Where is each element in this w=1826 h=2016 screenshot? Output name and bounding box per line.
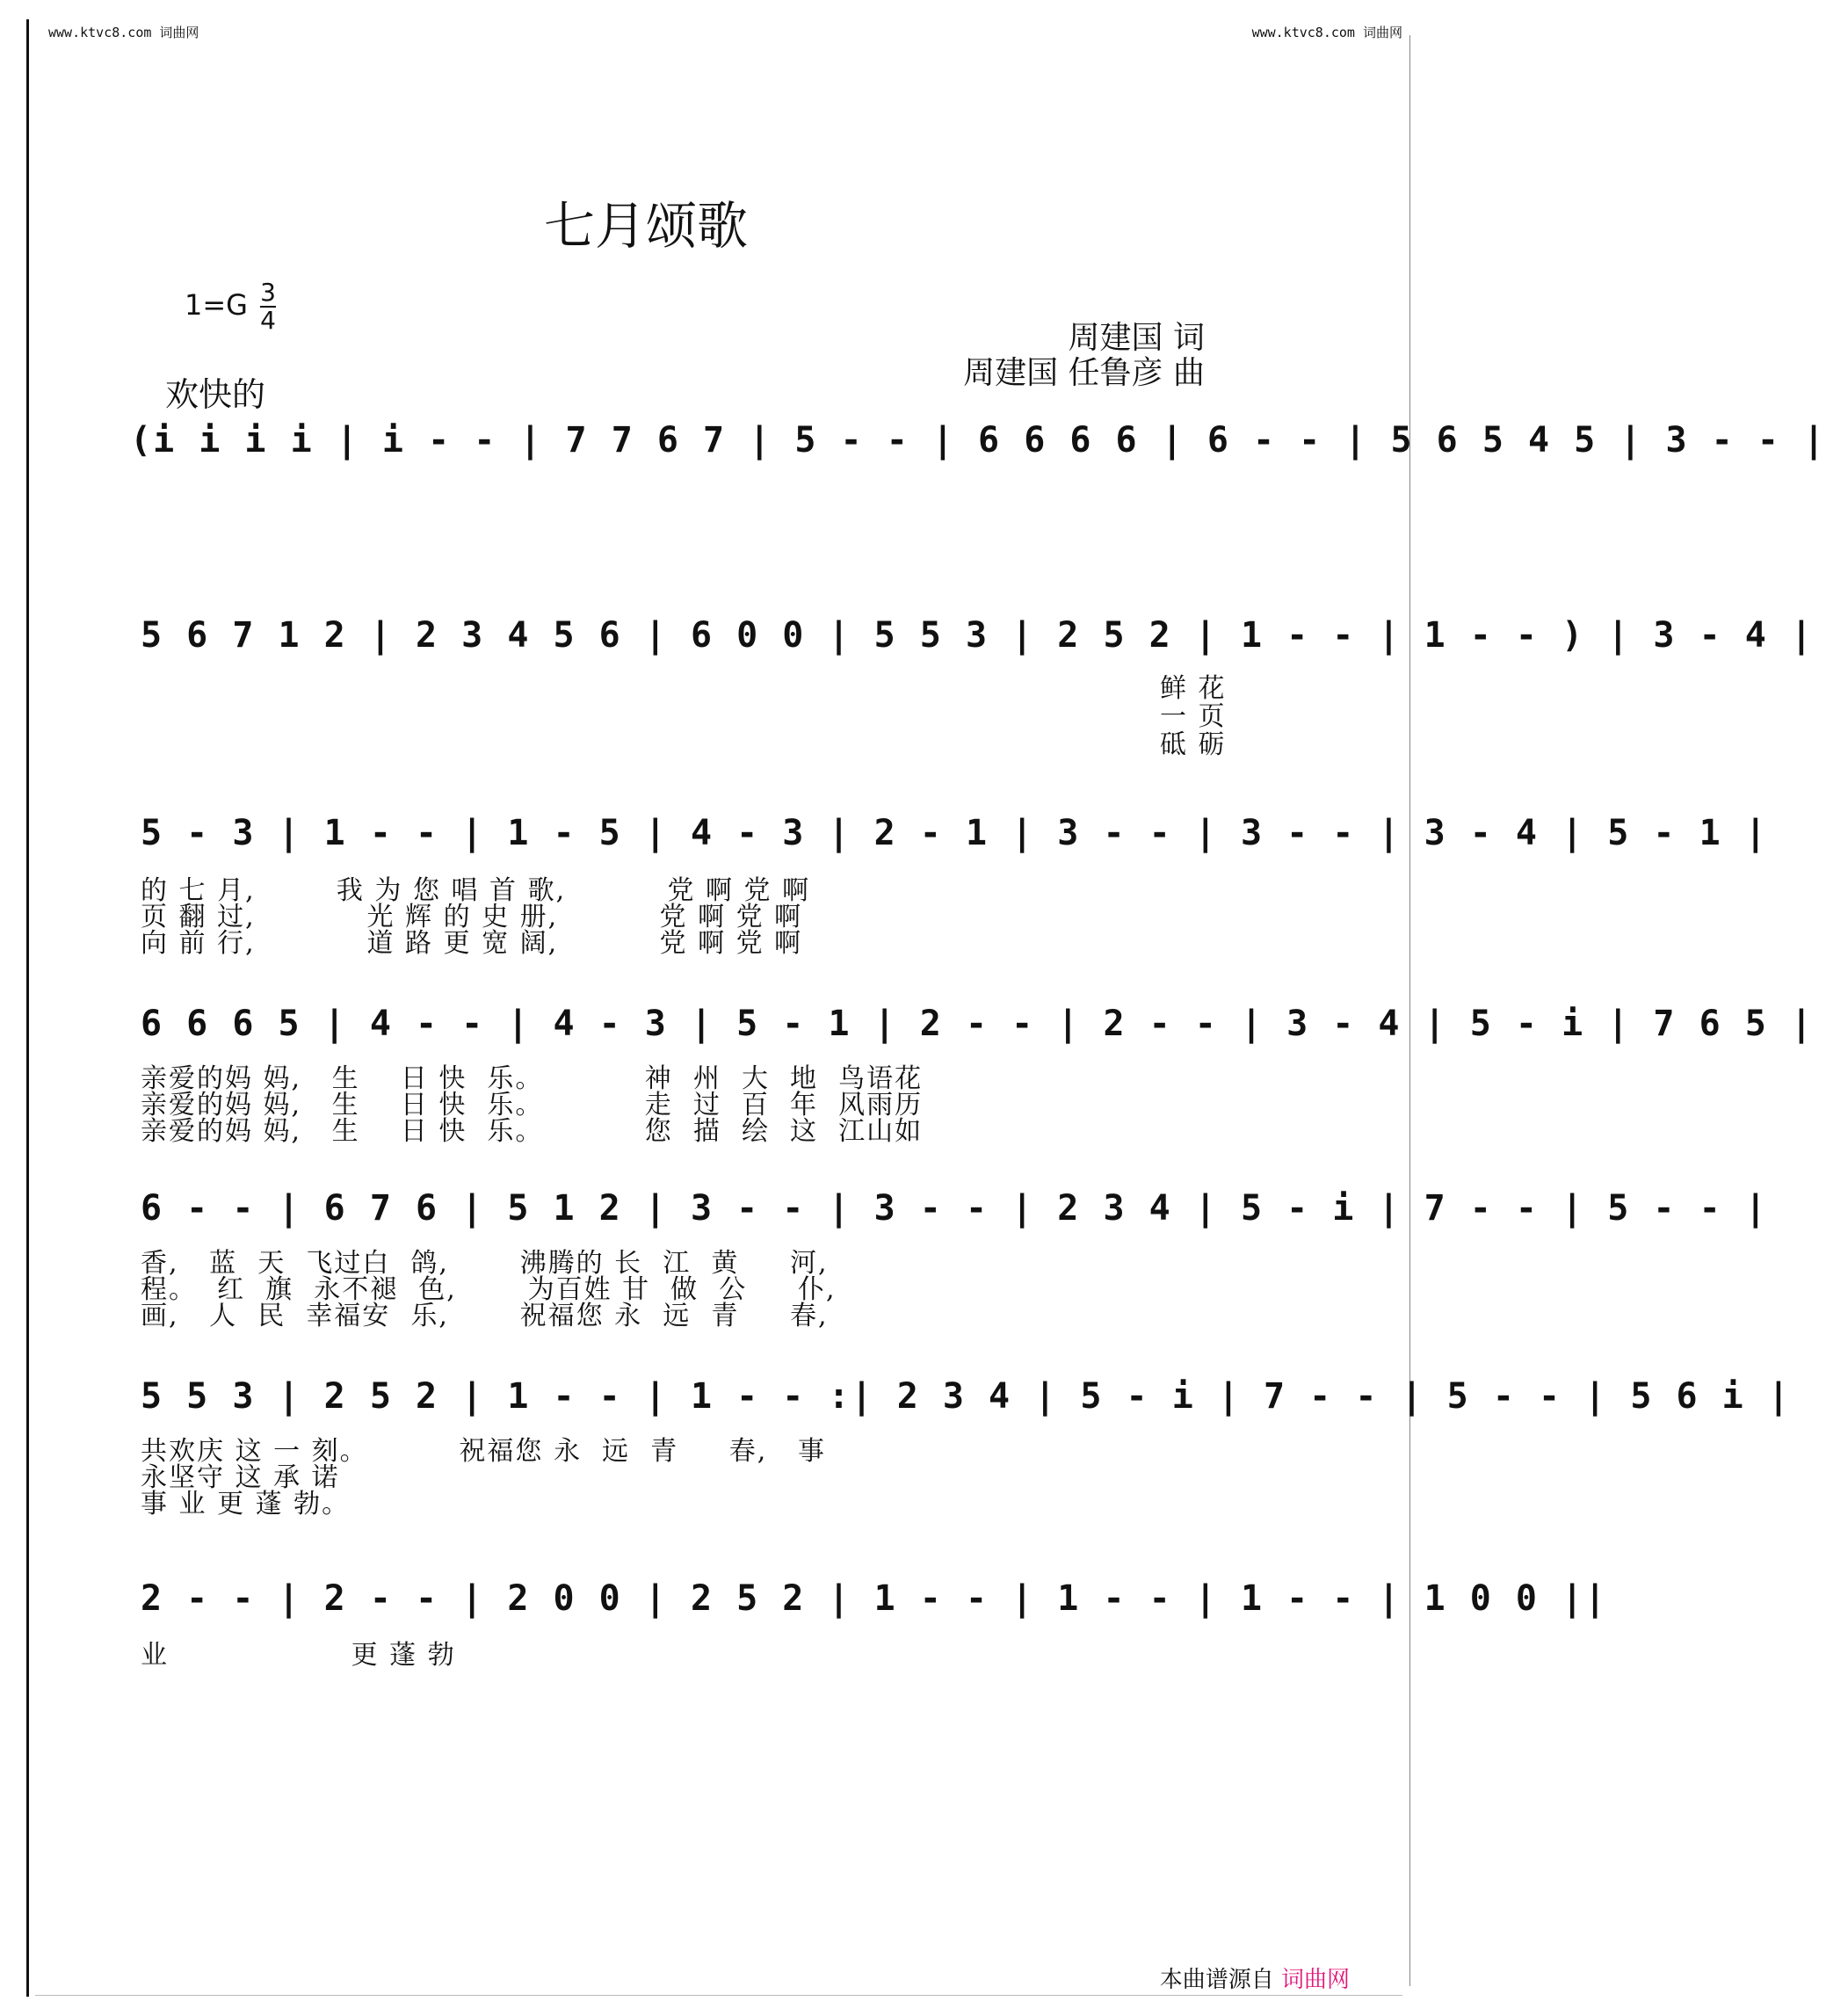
lyric-row-4-verse-2: 亲爱的妈 妈, 生 日 快 乐。 走 过 百 年 风雨历 bbox=[141, 1090, 924, 1120]
header-right-site[interactable]: www.ktvc8.com 词曲网 bbox=[1251, 25, 1402, 40]
song-title: 七月颂歌 bbox=[543, 196, 748, 256]
header-left-site[interactable]: www.ktvc8.com 词曲网 bbox=[48, 25, 199, 40]
left-watermark-strip bbox=[0, 0, 21, 2016]
footer-brand-link[interactable]: 词曲网 bbox=[1280, 1967, 1350, 1993]
lyric-row-4-verse-3: 亲爱的妈 妈, 生 日 快 乐。 您 描 绘 这 江山如 bbox=[141, 1116, 924, 1147]
lyricist-credit: 周建国 词 bbox=[1068, 320, 1205, 356]
lyric-row-2-verse-2: 一 页 bbox=[1160, 701, 1227, 732]
key-label: 1=G bbox=[185, 288, 248, 322]
notation-row-3: 5 - 3 | 1 - - | 1 - 5 | 4 - 3 | 2 - 1 | 3 - - | 3 - - | 3 - 4 | 5 - 1 | bbox=[141, 813, 1768, 853]
lyric-row-2-verse-1: 鲜 花 bbox=[1160, 673, 1227, 704]
notation-row-7: 2 - - | 2 - - | 2 0 0 | 2 5 2 | 1 - - | 1 - - | 1 - - | 1 0 0 || bbox=[141, 1578, 1608, 1619]
notation-row-6: 5 5 3 | 2 5 2 | 1 - - | 1 - - :| 2 3 4 | 5 - i | 7 - - | 5 - - | 5 6 i | bbox=[141, 1376, 1791, 1417]
lyric-row-3-verse-3: 向 前 行, 道 路 更 宽 阔, 党 啊 党 啊 bbox=[141, 928, 803, 959]
lyric-row-3-verse-1: 的 七 月, 我 为 您 唱 首 歌, 党 啊 党 啊 bbox=[141, 875, 811, 906]
notation-row-5: 6 - - | 6 7 6 | 5 1 2 | 3 - - | 3 - - | 2 3 4 | 5 - i | 7 - - | 5 - - | bbox=[141, 1188, 1768, 1229]
footer-source bbox=[1160, 1962, 1350, 1994]
time-top: 3 bbox=[260, 278, 276, 307]
composer-credit: 周建国 任鲁彦 曲 bbox=[963, 355, 1205, 391]
lyric-row-2-verse-3: 砥 砺 bbox=[1160, 729, 1227, 760]
lyric-row-7-verse-1: 业 更 蓬 勃 bbox=[141, 1640, 456, 1671]
tempo-marking: 欢快的 bbox=[165, 375, 266, 414]
footer-rule bbox=[35, 1995, 1402, 1996]
notation-row-2: 5 6 7 1 2 | 2 3 4 5 6 | 6 0 0 | 5 5 3 | 2 5 2 | 1 - - | 1 - - ) | 3 - 4 | bbox=[141, 615, 1814, 656]
lyric-row-5-verse-3: 画, 人 民 幸福安 乐, 祝福您 永 远 青 春, bbox=[141, 1301, 829, 1331]
footer-label: 本曲谱源自 bbox=[1159, 1967, 1274, 1993]
lyric-row-6-verse-2: 永坚守 这 承 诺 bbox=[141, 1462, 340, 1493]
lyric-row-4-verse-1: 亲爱的妈 妈, 生 日 快 乐。 神 州 大 地 鸟语花 bbox=[141, 1063, 924, 1094]
left-border-line bbox=[26, 19, 29, 1997]
time-bottom: 4 bbox=[260, 306, 276, 335]
notation-row-1: (i i i i | i - - | 7 7 6 7 | 5 - - | 6 6 6 6 | 6 - - | 5 6 5 4 5 | 3 - - | bbox=[130, 420, 1826, 460]
time-signature bbox=[260, 279, 276, 334]
key-signature bbox=[185, 279, 276, 334]
lyric-row-3-verse-2: 页 翻 过, 光 辉 的 史 册, 党 啊 党 啊 bbox=[141, 902, 803, 932]
lyric-row-6-verse-3: 事 业 更 蓬 勃。 bbox=[141, 1489, 351, 1519]
lyric-row-5-verse-2: 程。 红 旗 永不褪 色, 为百姓 甘 做 公 仆, bbox=[141, 1274, 837, 1305]
lyric-row-6-verse-1: 共欢庆 这 一 刻。 祝福您 永 远 青 春, 事 bbox=[141, 1436, 826, 1467]
lyric-row-5-verse-1: 香, 蓝 天 飞过白 鸽, 沸腾的 长 江 黄 河, bbox=[141, 1248, 829, 1279]
notation-row-4: 6 6 6 5 | 4 - - | 4 - 3 | 5 - 1 | 2 - - | 2 - - | 3 - 4 | 5 - i | 7 6 5 | bbox=[141, 1004, 1814, 1044]
